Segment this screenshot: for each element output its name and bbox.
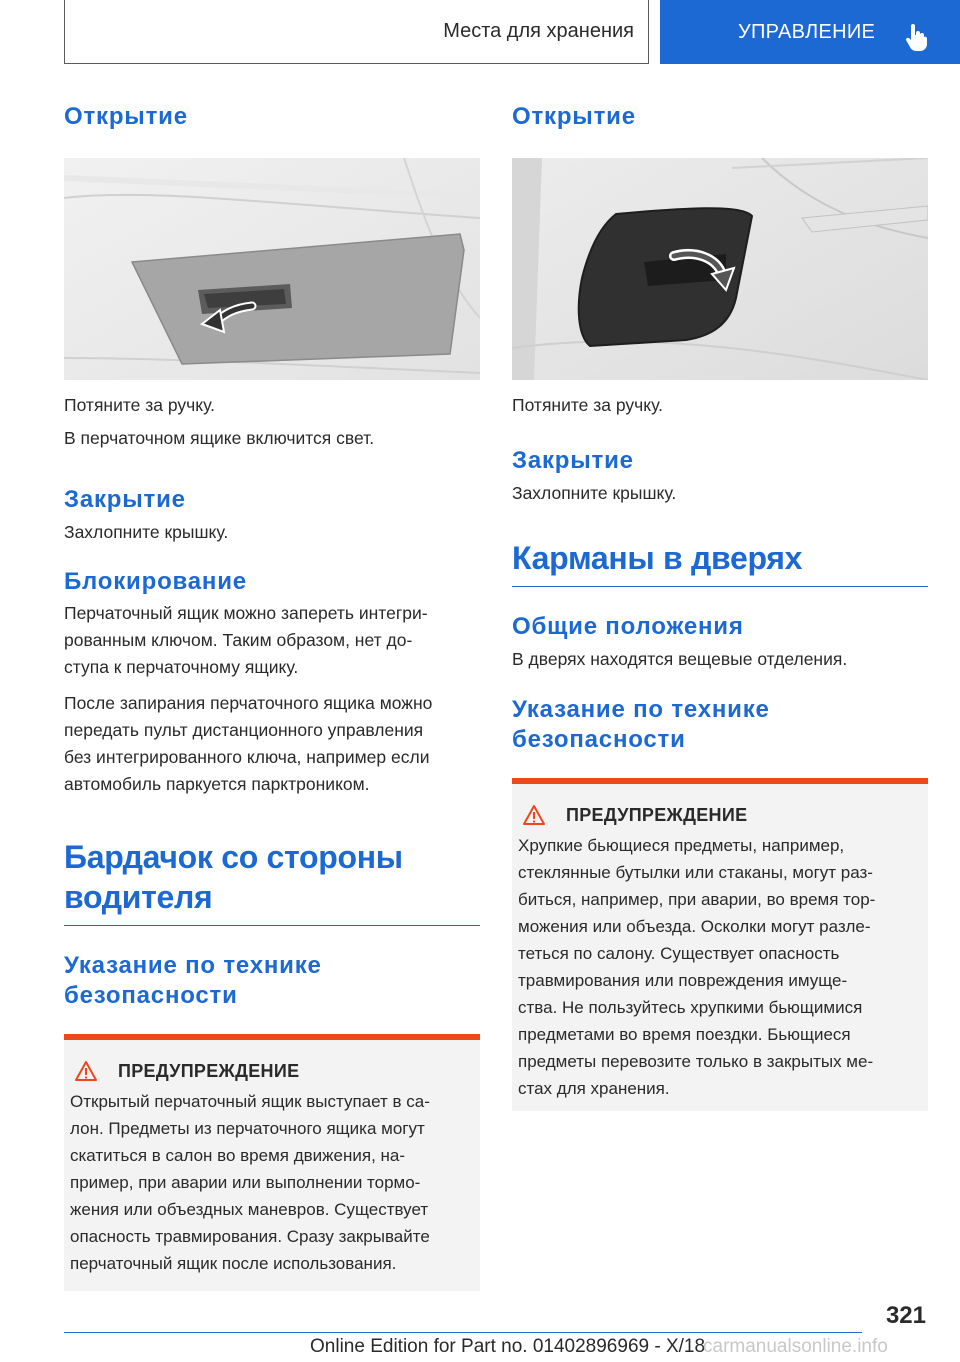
glovebox-illustration	[64, 158, 480, 380]
heading-safety-left: Указание по технике безопасности	[64, 952, 322, 1009]
text-pull-handle-right: Потяните за ручку.	[512, 395, 664, 415]
page-number: 321	[885, 1302, 926, 1329]
heading-lock: Блокирование	[64, 568, 247, 595]
driver-glovebox-photo	[512, 158, 928, 380]
heading-open: Открытие	[64, 103, 188, 130]
heading-open-right: Открытие	[512, 103, 636, 130]
warning-text: Открытый перчаточный ящик выступает в са- лон. Предметы из перчаточного ящика могут скатиться в салон во время движения, на- пример, при аварии или выполнении тормо- жения или объездных маневров. Существует опасность травмирования. Сразу закрывайте перчаточный ящик после использования.	[70, 1092, 430, 1273]
glovebox-photo	[64, 158, 480, 380]
chapter-title: Места для хранения	[443, 20, 634, 42]
heading-door-pockets: Карманы в дверях	[512, 540, 803, 576]
watermark-link[interactable]: carmanualsonline.info	[703, 1336, 888, 1357]
left-column	[64, 96, 480, 1291]
warning-triangle-icon	[74, 1060, 98, 1082]
warning-box-left	[64, 1034, 480, 1291]
text-general: В дверях находятся вещевые отделения.	[512, 649, 848, 669]
section-rule	[64, 925, 480, 926]
text-lock-1: Перчаточный ящик можно запереть интегри- рованным ключом. Таким образом, нет до- ступа к перчаточному ящику.	[64, 603, 428, 677]
heading-driver-glovebox: Бардачок со стороны водителя	[64, 839, 403, 915]
section-rule-right	[512, 586, 928, 587]
text-pull-handle: Потяните за ручку.	[64, 395, 216, 415]
heading-close: Закрытие	[64, 486, 186, 513]
section-title: УПРАВЛЕНИЕ	[738, 20, 876, 43]
warning-box-right	[512, 778, 928, 1111]
section-tab	[660, 0, 960, 64]
right-column	[512, 96, 928, 1111]
warning-title: ПРЕДУПРЕЖДЕНИЕ	[118, 1060, 300, 1081]
warning-text: Хрупкие бьющиеся предметы, например, стеклянные бутылки или стаканы, могут раз- биться, например, при аварии, во время тор- можения или объезда. Осколки могут разле- теться по салону. Существует опасность травмирования или повреждения имуще- ства. Не пользуйтесь хрупкими бьющимися предметами во время поездки. Бьющиеся предметы перевозите только в закрытых ме- стах для хранения.	[518, 836, 876, 1098]
heading-general: Общие положения	[512, 613, 744, 640]
warning-title: ПРЕДУПРЕЖДЕНИЕ	[566, 804, 748, 825]
heading-safety-right: Указание по технике безопасности	[512, 696, 770, 753]
warning-triangle-icon	[522, 804, 546, 826]
text-light-on: В перчаточном ящике включится свет.	[64, 428, 375, 448]
driver-glovebox-illustration	[512, 158, 928, 380]
chapter-tab	[64, 0, 649, 64]
text-close-right: Захлопните крышку.	[512, 483, 677, 503]
text-lock-2: После запирания перчаточного ящика можно передать пульт дистанционного управления без интегрированного ключа, например если автомобиль паркуется парктроником.	[64, 693, 433, 794]
footer-rule	[64, 1332, 862, 1333]
hand-pointer-icon	[904, 24, 928, 52]
heading-close-right: Закрытие	[512, 447, 634, 474]
edition-text: Online Edition for Part no. 01402896969 - X/18	[310, 1336, 706, 1357]
text-close: Захлопните крышку.	[64, 522, 229, 542]
